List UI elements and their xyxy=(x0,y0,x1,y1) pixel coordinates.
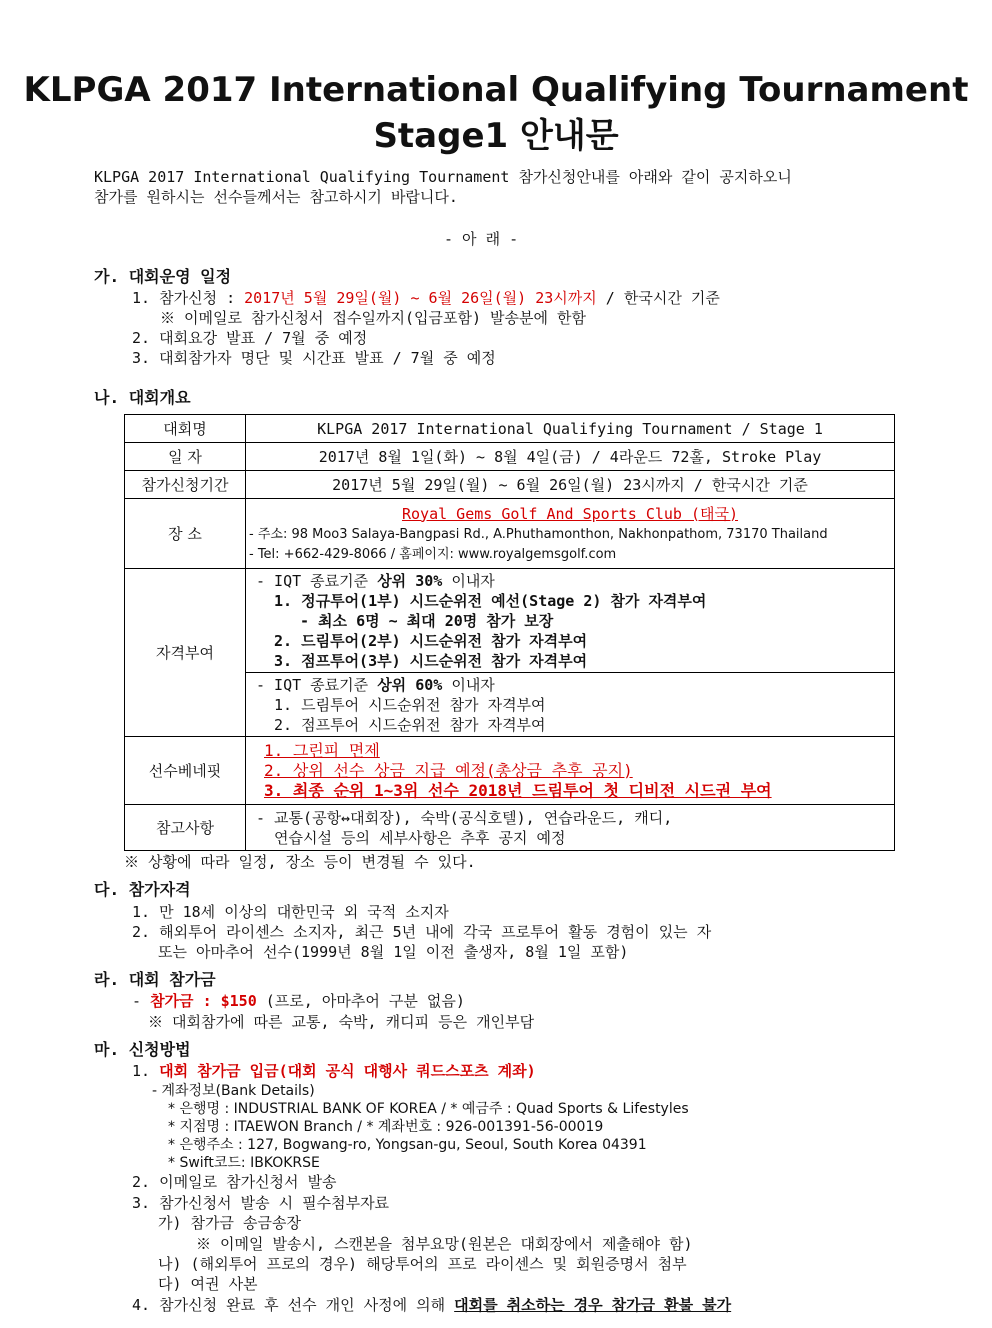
ma-item4 xyxy=(132,1295,731,1315)
ga-item1-prefix: 1. 참가신청 : xyxy=(132,289,245,307)
benefit-list xyxy=(246,737,895,805)
reference-notes xyxy=(246,805,895,851)
bank-line2: * 지점명 : ITAEWON Branch / * 계좌번호 : 926-001391-56-00019 xyxy=(168,1119,604,1135)
qual-a-intro-post: 이내자 xyxy=(442,571,495,590)
bank-details-header: - 계좌정보(Bank Details) xyxy=(152,1083,315,1099)
row-value-venue xyxy=(246,499,895,569)
ra-fee-dash: - xyxy=(132,992,151,1010)
ra-fee xyxy=(132,991,465,1011)
table-row xyxy=(125,471,895,499)
ra-fee-amount: 참가금 : $150 xyxy=(150,992,257,1010)
section-da-heading: 다. 참가자격 xyxy=(94,880,191,899)
table-row xyxy=(125,569,895,673)
venue-tel: - Tel: +662-429-8066 / 홈페이지: www.royalgemsgolf.com xyxy=(249,546,617,562)
qual-b2: 2. 점프투어 시드순위전 참가 자격부여 xyxy=(274,715,546,734)
row-label-benefit: 선수베네핏 xyxy=(125,737,246,805)
row-label-qualification: 자격부여 xyxy=(125,569,246,737)
qual-a-intro xyxy=(256,571,894,591)
venue-address: - 주소: 98 Moo3 Salaya-Bangpasi Rd., A.Phuthamonthon, Nakhonpathom, 73170 Thailand xyxy=(249,526,828,542)
table-row xyxy=(125,805,895,851)
row-value-apply: 2017년 5월 29일(월) ~ 6월 26일(월) 23시까지 / 한국시간 기준 xyxy=(246,471,895,499)
qualification-top30 xyxy=(246,569,895,673)
ra-fee-suffix: (프로, 아마추어 구분 없음) xyxy=(256,992,465,1010)
ga-item1 xyxy=(132,288,720,308)
ma-item3-c: 다) 여권 사본 xyxy=(158,1275,258,1293)
benefit-1: 1. 그린피 면제 xyxy=(264,740,380,760)
benefit-3: 3. 최종 순위 1~3위 선수 2018년 드림투어 첫 디비전 시드권 부여 xyxy=(264,780,772,800)
qual-b-intro-post: 이내자 xyxy=(442,675,495,694)
qual-a3: 3. 점프투어(3부) 시드순위전 참가 자격부여 xyxy=(274,651,588,670)
below-heading: - 아 래 - xyxy=(444,230,519,248)
qual-a2: 2. 드림투어(2부) 시드순위전 참가 자격부여 xyxy=(274,631,588,650)
ra-fee-note: ※ 대회참가에 따른 교통, 숙박, 캐디피 등은 개인부담 xyxy=(148,1013,535,1031)
qual-b-intro-pre: - IQT 종료기준 xyxy=(256,675,378,694)
ma-item2: 2. 이메일로 참가신청서 발송 xyxy=(132,1173,337,1191)
da-item1: 1. 만 18세 이상의 대한민국 외 국적 소지자 xyxy=(132,903,449,921)
qual-a1: 1. 정규투어(1부) 시드순위전 예선(Stage 2) 참가 자격부여 xyxy=(274,591,707,610)
ma-item4-refund-note: 대회를 취소하는 경우 참가금 환불 불가 xyxy=(454,1296,732,1314)
table-row xyxy=(125,499,895,569)
venue-name: Royal Gems Golf And Sports Club (태국) xyxy=(401,504,739,523)
qual-b-intro-bold: 상위 60% xyxy=(377,675,443,694)
qual-a-intro-bold: 상위 30% xyxy=(377,571,443,590)
da-item2: 2. 해외투어 라이센스 소지자, 최근 5년 내에 각국 프로투어 활동 경험이 있는 자 xyxy=(132,923,712,941)
da-item2-cont: 또는 아마추어 선수(1999년 8월 1일 이전 출생자, 8월 1일 포함) xyxy=(158,943,629,961)
ma-item1-text: 대회 참가금 입금(대회 공식 대행사 쿼드스포츠 계좌) xyxy=(159,1062,536,1080)
table-row xyxy=(125,415,895,443)
qualification-top60 xyxy=(246,673,895,737)
bank-line1: * 은행명 : INDUSTRIAL BANK OF KOREA / * 예금주 : Quad Sports & Lifestyles xyxy=(168,1101,689,1117)
bank-line3: * 은행주소 : 127, Bogwang-ro, Yongsan-gu, Seoul, South Korea 04391 xyxy=(168,1137,647,1153)
section-ga-heading: 가. 대회운영 일정 xyxy=(94,267,232,286)
ma-item3-a-note: ※ 이메일 발송시, 스캔본을 첨부요망(원본은 대회장에서 제출해야 함) xyxy=(196,1235,693,1253)
qual-b-intro xyxy=(256,675,894,695)
ma-item1-prefix: 1. xyxy=(132,1062,160,1080)
section-na-heading: 나. 대회개요 xyxy=(94,388,191,407)
ma-item3: 3. 참가신청서 발송 시 필수첨부자료 xyxy=(132,1194,390,1212)
qual-a1-sub: - 최소 6명 ~ 최대 20명 참가 보장 xyxy=(300,611,554,630)
row-label-venue: 장 소 xyxy=(125,499,246,569)
ma-item4-prefix: 4. 참가신청 완료 후 선수 개인 사정에 의해 xyxy=(132,1296,455,1314)
ga-item3: 3. 대회참가자 명단 및 시간표 발표 / 7월 중 예정 xyxy=(132,349,496,367)
qual-b1: 1. 드림투어 시드순위전 참가 자격부여 xyxy=(274,695,546,714)
qual-a-intro-pre: - IQT 종료기준 xyxy=(256,571,378,590)
overview-note: ※ 상황에 따라 일정, 장소 등이 변경될 수 있다. xyxy=(124,853,476,871)
row-label-name: 대회명 xyxy=(125,415,246,443)
row-value-name: KLPGA 2017 International Qualifying Tournament / Stage 1 xyxy=(246,415,895,443)
row-label-reference: 참고사항 xyxy=(125,805,246,851)
ga-item1-suffix: / 한국시간 기준 xyxy=(596,289,720,307)
ga-item2: 2. 대회요강 발표 / 7월 중 예정 xyxy=(132,329,368,347)
ga-item1-note: ※ 이메일로 참가신청서 접수일까지(입금포함) 발송분에 한함 xyxy=(160,309,586,327)
benefit-2: 2. 상위 선수 상금 지급 예정(총상금 추후 공지) xyxy=(264,760,633,780)
row-value-date: 2017년 8월 1일(화) ~ 8월 4일(금) / 4라운드 72홀, Stroke Play xyxy=(246,443,895,471)
section-ma-heading: 마. 신청방법 xyxy=(94,1040,191,1059)
ma-item1 xyxy=(132,1061,536,1081)
section-ra-heading: 라. 대회 참가금 xyxy=(94,970,216,989)
ga-item1-date: 2017년 5월 29일(월) ~ 6월 26일(월) 23시까지 xyxy=(244,289,597,307)
ma-item3-a: 가) 참가금 송금송장 xyxy=(158,1214,302,1232)
bank-line4: * Swift코드: IBKOKRSE xyxy=(168,1155,320,1171)
reference-1: - 교통(공항↔대회장), 숙박(공식호텔), 연습라운드, 캐디, xyxy=(256,808,673,827)
table-row xyxy=(125,737,895,805)
reference-2: 연습시설 등의 세부사항은 추후 공지 예정 xyxy=(274,828,566,847)
document-title-line1: KLPGA 2017 International Qualifying Tournament xyxy=(23,70,969,110)
document-title-line2: Stage1 안내문 xyxy=(373,116,619,156)
intro-line1: KLPGA 2017 International Qualifying Tournament 참가신청안내를 아래와 같이 공지하오니 xyxy=(94,168,792,186)
overview-table xyxy=(124,414,895,851)
ma-item3-b: 나) (해외투어 프로의 경우) 해당투어의 프로 라이센스 및 회원증명서 첨부 xyxy=(158,1255,687,1273)
intro-line2: 참가를 원하시는 선수들께서는 참고하시기 바랍니다. xyxy=(94,188,458,206)
table-row xyxy=(125,443,895,471)
row-label-apply: 참가신청기간 xyxy=(125,471,246,499)
row-label-date: 일 자 xyxy=(125,443,246,471)
